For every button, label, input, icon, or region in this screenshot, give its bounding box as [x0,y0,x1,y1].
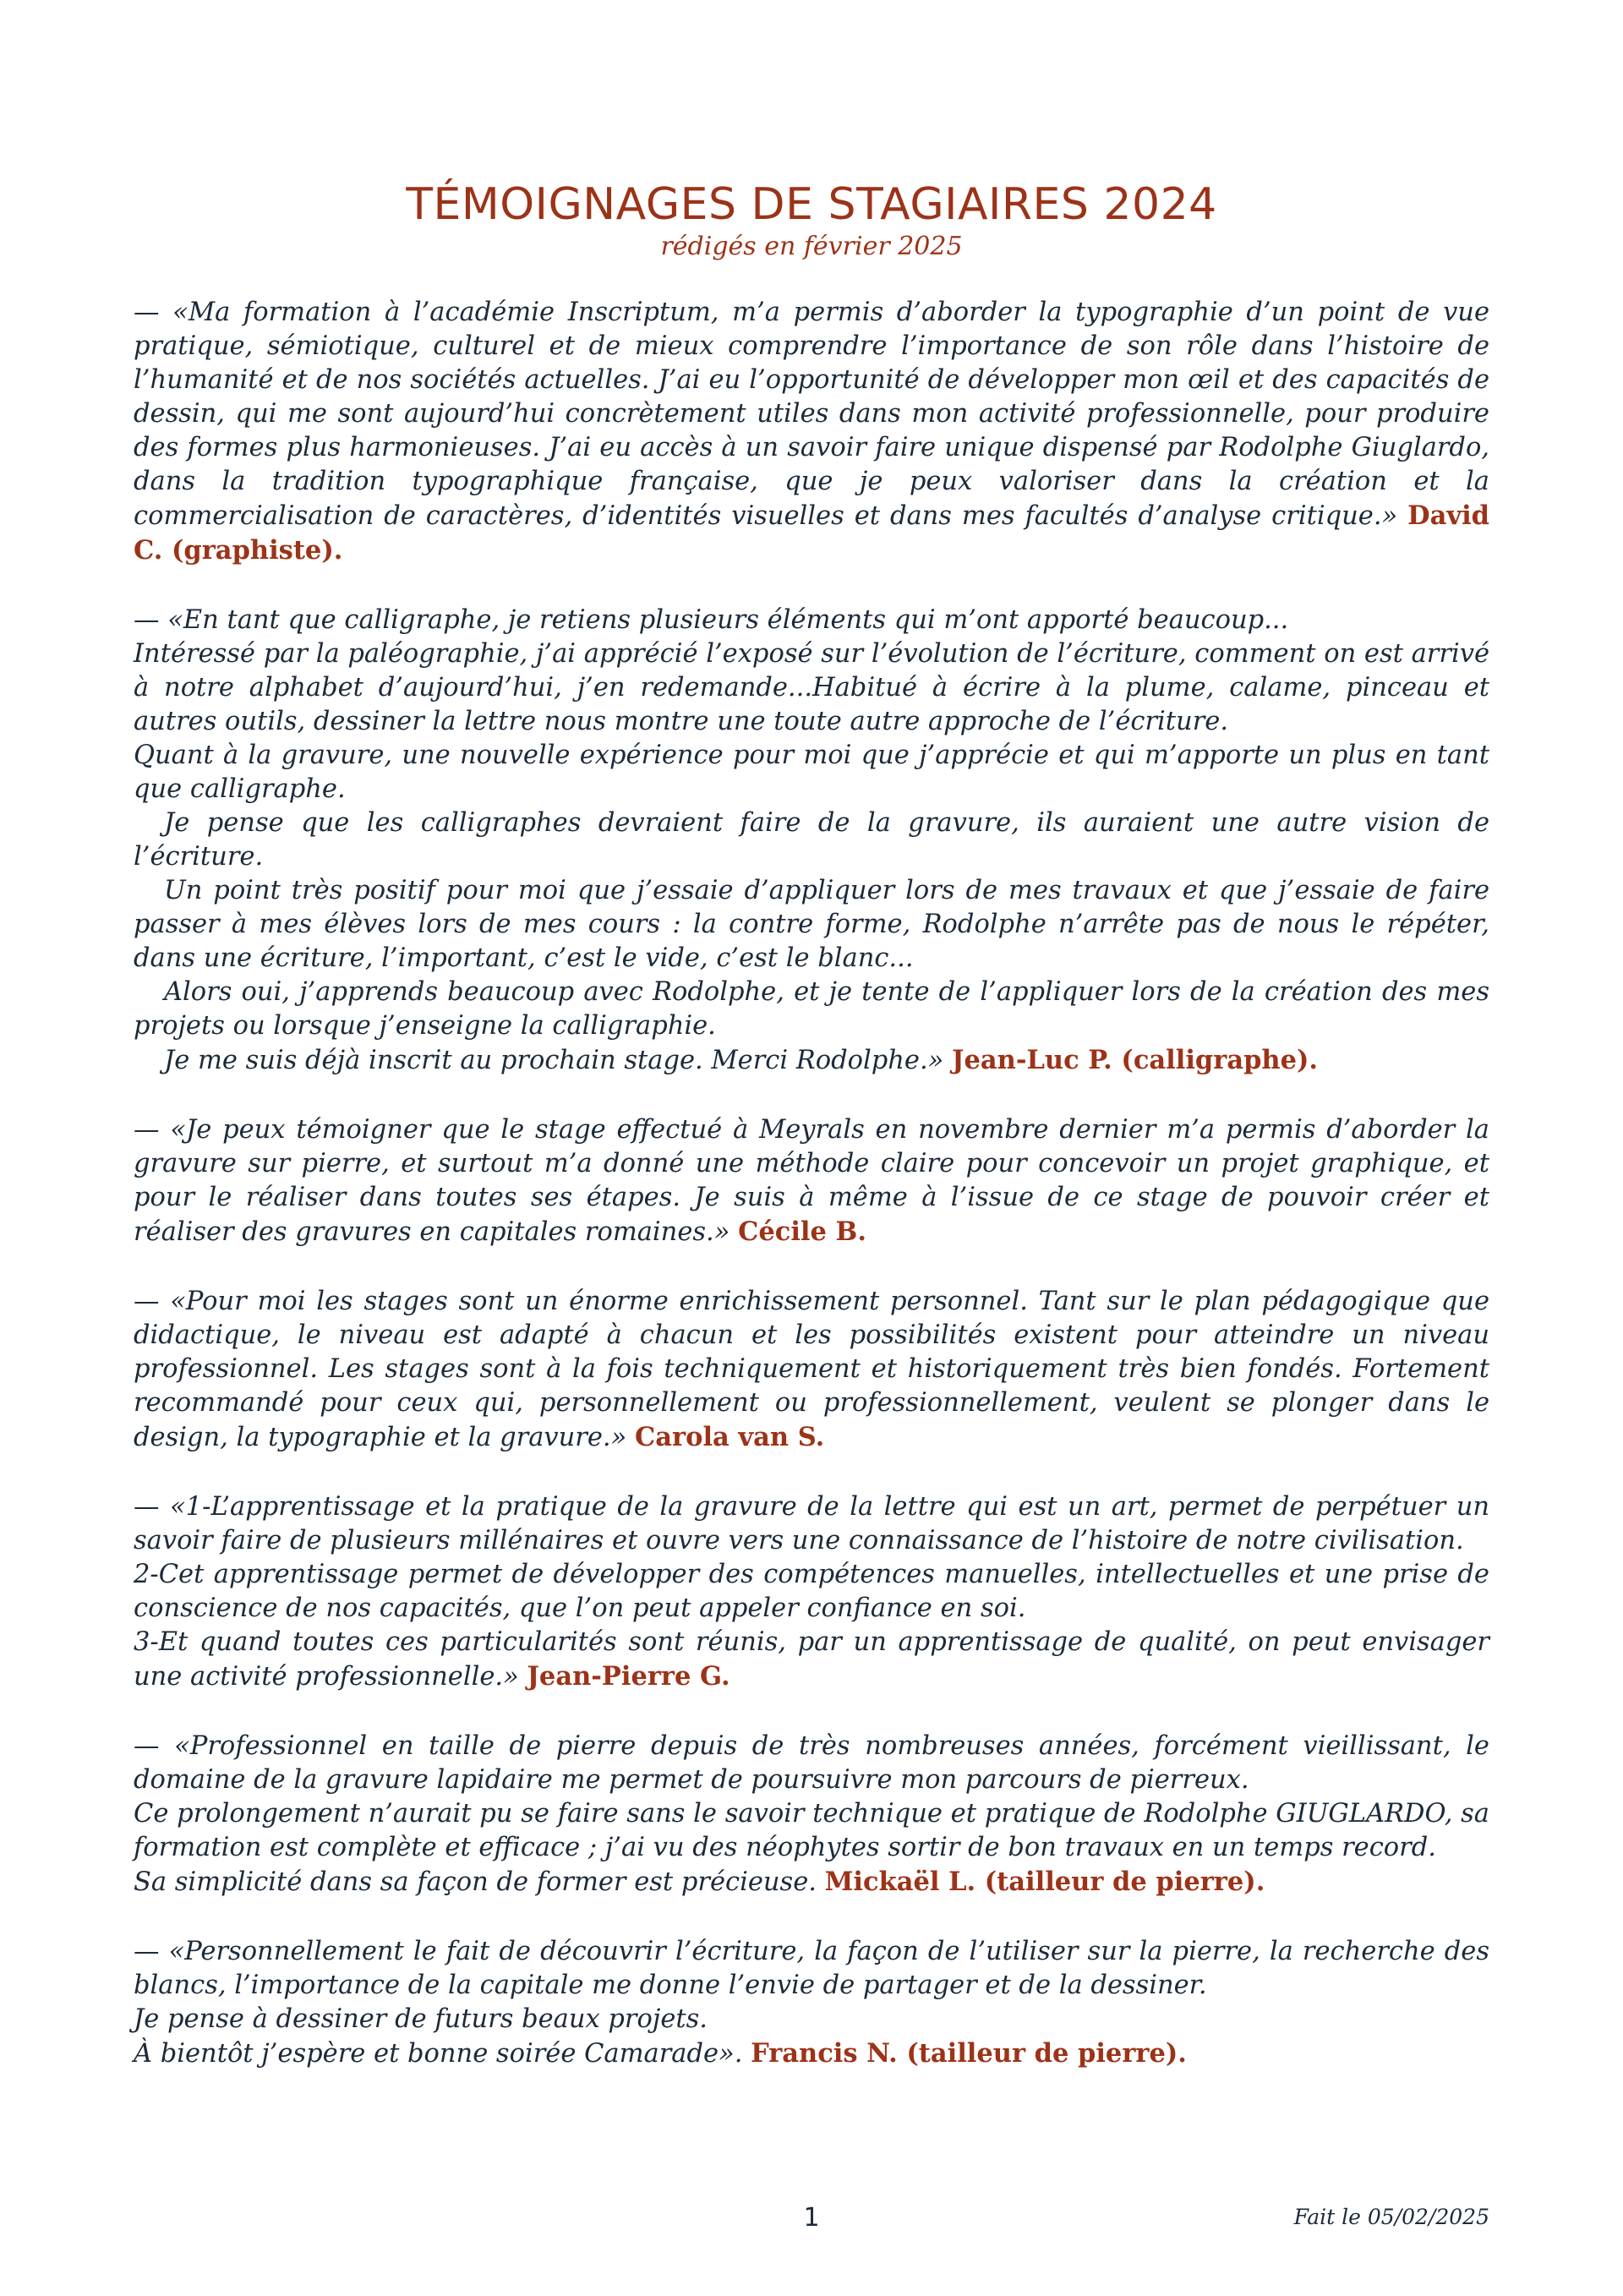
page-footer [134,2203,1489,2237]
testimonial-paragraph [134,1626,1489,1694]
testimonial-paragraph: — «Professionnel en taille de pierre depuis de très nombreuses années, forcément vieillissant, le domaine de la gravure lapidaire me permet de poursuivre mon parcours de pierreux. [134,1731,1489,1795]
testimonial [134,1730,1489,1900]
testimonial-paragraph [134,1285,1489,1455]
testimonial [134,1285,1489,1455]
testimonial-paragraph: Je pense que les calligraphes devraient faire de la gravure, ils auraient une autre vision de l’écriture. [134,808,1489,872]
testimonial-paragraph: — «En tant que calligraphe, je retiens plusieurs éléments qui m’ont apporté beaucoup... [134,605,1289,635]
testimonial-paragraph: Intéressé par la paléographie, j’ai apprécié l’exposé sur l’évolution de l’écriture, comment on est arrivé à notre alphabet d’aujourd’hui, j’en redemande...Habitué à écrire à la plume, calame, pinceau et autres outils, dessiner la lettre nous montre une toute autre approche de l’écriture. [134,639,1489,736]
testimonial-text: — «Je peux témoigner que le stage effectué à Meyrals en novembre dernier m’a permis d’aborder la gravure sur pierre, et surtout m’a donné une méthode claire pour concevoir un projet graphique, et pour le réaliser dans toutes ses étapes. Je suis à même à l’issue de ce stage de pouvoir créer et réaliser des gravures en capitales romaines.» [134,1115,1489,1247]
testimonial-paragraph [134,1865,1489,1900]
testimonial-paragraph [134,1043,1489,1078]
testimonial [134,604,1489,1078]
testimonial [134,1935,1489,2071]
testimonial-text: Sa simplicité dans sa façon de former est précieuse. [134,1867,817,1897]
testimonial-paragraph: Alors oui, j’apprends beaucoup avec Rodolphe, et je tente de l’appliquer lors de la création des mes projets ou lorsque j’enseigne la calligraphie. [134,977,1489,1041]
testimonial-text: — «Pour moi les stages sont un énorme enrichissement personnel. Tant sur le plan pédagogique que didactique, le niveau est adapté à chacun et les possibilités existent pour atteindre un niveau professionnel. Les stages sont à la fois techniquement et historiquement très bien fondés. Fortement recommandé pour ceux qui, personnellement ou professionnellement, veulent se plonger dans le design, la typographie et la gravure.» [134,1287,1489,1452]
testimonial-author: Francis N. (tailleur de pierre). [751,2038,1187,2069]
testimonial [134,1113,1489,1249]
testimonial [134,1490,1489,1694]
document-page [134,178,1489,2107]
testimonial-author: Carola van S. [635,1422,825,1452]
testimonial-paragraph: — «Personnellement le fait de découvrir l’écriture, la façon de l’utiliser sur la pierre, la recherche des blancs, l’importance de la capitale me donne l’envie de partager et de la dessiner. [134,1937,1489,2000]
testimonial-text: À bientôt j’espère et bonne soirée Camarade». [134,2039,743,2069]
testimonial-author: Jean-Pierre G. [527,1661,730,1692]
testimonial-text: — «Ma formation à l’académie Inscriptum, m’a permis d’aborder la typographie d’un point de vue pratique, sémiotique, culturel et de mieux comprendre l’importance de son rôle dans l’histoire de l’humanité et de nos sociétés actuelles. J’ai eu l’opportunité de développer mon œil et des capacités de dessin, qui me sont aujourd’hui concrètement utiles dans mon activité professionnelle, pour produire des formes plus harmonieuses. J’ai eu accès à un savoir faire unique dispensé par Rodolphe Giuglardo, dans la tradition typographique française, que je peux valoriser dans la création et la commercialisation de caractères, d’identités visuelles et dans mes facultés d’analyse critique.» [134,298,1489,531]
testimonial-paragraph [134,2036,1489,2071]
testimonial-paragraph: Quant à la gravure, une nouvelle expérience pour moi que j’apprécie et qui m’apporte un plus en tant que calligraphe. [134,741,1489,804]
testimonial-paragraph: Je pense à dessiner de futurs beaux projets. [134,2004,708,2034]
testimonial [134,296,1489,568]
page-title: TÉMOIGNAGES DE STAGIAIRES 2024 [406,179,1217,230]
testimonial-author: Jean-Luc P. (calligraphe). [952,1045,1319,1075]
testimonial-text: 3-Et quand toutes ces particularités sont réunis, par un apprentissage de qualité, on peut envisager une activité professionnelle.» [134,1627,1489,1692]
testimonial-author: David C. (graphiste). [134,500,1489,566]
footer-date: Fait le 05/02/2025 [1293,2205,1489,2229]
page-subtitle: rédigés en février 2025 [660,232,963,261]
testimonial-paragraph: Ce prolongement n’aurait pu se faire sans le savoir technique et pratique de Rodolphe GIUGLARDO, sa formation est complète et efficace ; j’ai vu des néophytes sortir de bon travaux en un temps record. [134,1799,1489,1862]
testimonial-paragraph: — «1-L’apprentissage et la pratique de la gravure de la lettre qui est un art, permet de perpétuer un savoir faire de plusieurs millénaires et ouvre vers une connaissance de l’histoire de notre civilisation. [134,1492,1489,1555]
testimonial-paragraph [134,296,1489,568]
testimonial-author: Mickaël L. (tailleur de pierre). [824,1867,1265,1897]
testimonial-paragraph [134,1113,1489,1249]
testimonial-text: Je me suis déjà inscrit au prochain stage. Merci Rodolphe.» [164,1046,944,1075]
testimonial-paragraph: Un point très positif pour moi que j’essaie d’appliquer lors de mes travaux et que j’essaie de faire passer à mes élèves lors de mes cours : la contre forme, Rodolphe n’arrête pas de nous le répéter, dans une écriture, l’important, c’est le vide, c’est le blanc... [134,876,1489,973]
testimonial-author: Cécile B. [738,1216,866,1247]
page-number: 1 [803,2203,820,2233]
testimonial-paragraph: 2-Cet apprentissage permet de développer des compétences manuelles, intellectuelles et une prise de conscience de nos capacités, que l’on peut appeler confiance en soi. [134,1560,1489,1623]
